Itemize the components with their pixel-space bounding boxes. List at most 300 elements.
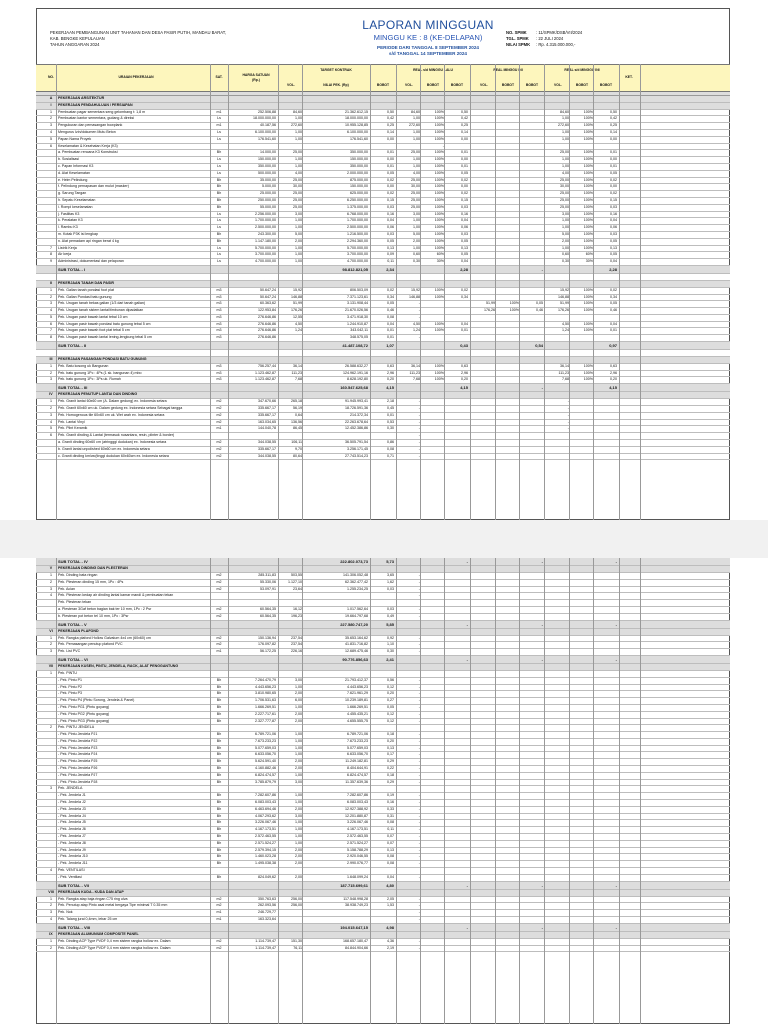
cell-rv: 25,00 — [411, 191, 420, 196]
cell-sb: 0,20 — [610, 377, 617, 382]
cell-sv: 36,14 — [560, 363, 569, 368]
cell-bobot: 0,05 — [387, 301, 394, 306]
cell-desc: - Pek. Jendela J3 — [58, 806, 86, 811]
cell-nilai: 36.505.791,54 — [345, 440, 368, 445]
cell-bobot: 1,62 — [387, 579, 394, 584]
cell-sat: Bh — [216, 691, 222, 696]
cell-ss: 100% — [583, 231, 593, 236]
table-row — [36, 719, 730, 726]
cell-vol: 3,00 — [295, 813, 302, 818]
cell-vol: 1,00 — [295, 136, 302, 141]
table-body-2 — [36, 558, 730, 952]
cell-bobot: 0,04 — [387, 321, 394, 326]
cell-nilai: 124.962.191,16 — [343, 370, 368, 375]
spmk-row: NILAI SPMK : Rp. 4.315.000.000,- — [506, 42, 576, 47]
cell-bobot: 0,49 — [387, 613, 394, 618]
table-row — [36, 130, 730, 137]
cell-bobot: 0,01 — [387, 150, 394, 155]
cell-sb: 0,02 — [610, 177, 617, 182]
cell-desc: - Pek. Pintu P3 — [58, 691, 82, 696]
cell-bobot: 2,19 — [387, 945, 394, 950]
cell-harga: 1.495.038,38 — [255, 861, 276, 866]
cell-bobot: 0,05 — [387, 170, 394, 175]
project-line: KAB. BENGKE KEPULAUAN — [50, 36, 105, 41]
cell-desc: Pembuatan pagar sementara seng gelombang t: 1,8 m — [58, 109, 146, 114]
cell-vol: 3,00 — [295, 677, 302, 682]
cell-vol: 1,00 — [295, 820, 302, 825]
cell-vol: 1,00 — [295, 738, 302, 743]
cell-desc: SUB TOTAL - VIII — [58, 924, 91, 930]
cell-sb: 4,15 — [609, 385, 617, 391]
cell-vol: 2,00 — [295, 861, 302, 866]
cell-sat: Bh — [216, 847, 222, 852]
cell-sat: m2 — [216, 399, 222, 404]
cell-harga: 4.700.000,00 — [255, 259, 276, 264]
cell-ss: 100% — [583, 204, 593, 209]
cell-nilai: 10.239.189,81 — [345, 698, 368, 703]
table-row — [36, 123, 730, 130]
cell-desc: Pek. Dinding ACP Type PVDF 0,4 mm sistem rangka hollow ex. Dalam — [58, 938, 171, 943]
cell-sb: 0,02 — [610, 287, 617, 292]
cell-desc: PEKERJAAN KUSEN, PINTU, JENDELA, RACK, ALAT PENGGANTUNG — [58, 664, 179, 669]
cell-desc: SUB TOTAL - II — [58, 343, 87, 349]
cell-no: 4 — [50, 593, 52, 598]
cell-ss: 100% — [583, 170, 593, 175]
cell-harga: 55.330,06 — [260, 579, 276, 584]
cell-desc: Pek. Urugan tanah sistem lantai/timbunan dipadatkan — [58, 308, 144, 313]
cell-rb: 0,43 — [460, 343, 468, 349]
report-page-1 — [36, 8, 730, 520]
cell-rs: 100% — [434, 177, 444, 182]
cell-mb: - — [541, 882, 543, 888]
cell-bobot: 0,25 — [387, 123, 394, 128]
cell-desc: SUB TOTAL - VI — [58, 656, 88, 662]
cell-rv: - — [418, 938, 420, 943]
cell-rv: - — [418, 854, 420, 859]
cell-harga: 6.083.003,43 — [255, 800, 276, 805]
cell-bobot: 0,07 — [387, 834, 394, 839]
cell-sat: Bh — [216, 204, 222, 209]
cell-sb: 0,50 — [610, 109, 617, 114]
cell-desc: SUB TOTAL - V — [58, 621, 87, 627]
cell-vol: 84,60 — [293, 109, 302, 114]
cell-vol: 2,00 — [295, 847, 302, 852]
cell-vol: 272,60 — [291, 123, 302, 128]
table-row — [36, 580, 730, 587]
cell-sat: Bh — [216, 197, 222, 202]
cell-vol: 1,00 — [295, 225, 302, 230]
project-line: TAHUN ANGGARAN 2024 — [50, 42, 100, 47]
cell-rv: 4,50 — [413, 321, 420, 326]
cell-sv: 51,99 — [560, 301, 569, 306]
cell-desc: l. Rambu K3 — [58, 225, 78, 230]
cell-nilai: 4.443.656,23 — [347, 684, 368, 689]
cell-nilai: 5.158.788,29 — [347, 847, 368, 852]
cell-sat: m1 — [216, 917, 222, 921]
table-row — [36, 705, 730, 712]
table-row — [36, 671, 730, 678]
cell-sat: m2 — [216, 635, 222, 640]
cell-mb: - — [541, 621, 543, 627]
cell-vol: 5,00 — [295, 231, 302, 236]
cell-bobot: 0,12 — [387, 718, 394, 723]
cell-sv: - — [567, 419, 569, 424]
cell-bobot: 0,01 — [387, 328, 394, 333]
table-row — [36, 295, 730, 302]
cell-sb: 0,97 — [609, 343, 617, 349]
table-row — [36, 191, 730, 198]
spmk-row: TGL. SPMK : 22 JULI 2024 — [506, 36, 564, 41]
cell-vol: 2,00 — [295, 238, 302, 243]
cell-nilai: 6.083.003,43 — [347, 800, 368, 805]
cell-rv: - — [418, 698, 420, 703]
cell-vol: 7,68 — [295, 377, 302, 382]
cell-harga: 2.327.777,87 — [255, 718, 276, 723]
cell-harga: 335.667,17 — [258, 412, 276, 417]
table-row — [36, 225, 730, 232]
cell-desc: Pek. Dinding ACP Type PVDF 0,4 mm sistem rangka hollow ex. Dalam — [58, 945, 171, 950]
cell-mb: - — [541, 385, 543, 391]
cell-nilai: 150.000,00 — [350, 184, 368, 189]
cell-sat: Bh — [216, 732, 222, 737]
table-row — [36, 780, 730, 787]
cell-sat: m1 — [216, 649, 222, 654]
cell-no: 1 — [50, 670, 52, 675]
cell-rv: - — [418, 572, 420, 577]
cell-rv: - — [418, 903, 420, 908]
cell-rb: 0,20 — [461, 377, 468, 382]
cell-bobot: 0,08 — [387, 446, 394, 451]
cell-sat: m2 — [216, 412, 222, 417]
cell-rv: 1,00 — [413, 245, 420, 250]
cell-bobot: 0,05 — [387, 238, 394, 243]
cell-desc: - Pek. Pintu P2 — [58, 684, 82, 689]
table-row — [36, 377, 730, 384]
table-row — [36, 322, 730, 329]
cell-harga: 6.633.056,70 — [255, 752, 276, 757]
cell-ss: 100% — [583, 363, 593, 368]
cell-desc: d. Alat Keselamatan — [58, 170, 90, 175]
cell-rs: 100% — [434, 377, 444, 382]
table-row — [36, 171, 730, 178]
cell-harga: 144.040,78 — [258, 426, 276, 431]
cell-sat: Bh — [216, 820, 222, 825]
cell-desc: Pek. Urugan pasir bawah lantai lening-lengkung tebal 5 cm — [58, 335, 152, 340]
cell-bobot: 0,20 — [387, 377, 394, 382]
cell-sv: 111,23 — [558, 370, 569, 375]
cell-nilai: 1.700.000,00 — [347, 218, 368, 223]
cell-rb: - — [466, 924, 468, 930]
table-row — [36, 636, 730, 643]
cell-harga: 176.541,60 — [258, 136, 276, 141]
cell-rs: 100% — [434, 109, 444, 114]
cell-vol: 1,00 — [295, 684, 302, 689]
cell-nilai: 6.633.056,70 — [347, 752, 368, 757]
cell-desc: Pek. PINTU — [58, 670, 77, 675]
cell-sat: Ls — [217, 170, 221, 175]
cell-desc: Pek. Galian Pondasi batu gunung — [58, 294, 112, 299]
cell-vol: 111,23 — [291, 370, 302, 375]
cell-bobot: 0,30 — [387, 426, 394, 431]
cell-sb: 0,04 — [610, 321, 617, 326]
cell-no: 3 — [50, 412, 52, 417]
cell-harga: 163.034,65 — [258, 419, 276, 424]
cell-desc: Pek. Plesteran dinding 15 mm, 1Pc : 4Ps — [58, 579, 124, 584]
cell-rv: - — [418, 635, 420, 640]
cell-rv: 25,00 — [411, 177, 420, 182]
cell-bobot: 0,08 — [387, 314, 394, 319]
report-header — [36, 8, 730, 65]
cell-sv: 1,00 — [562, 136, 569, 141]
cell-desc: Pek. JENDELA — [58, 786, 83, 791]
cell-sb: 0,14 — [610, 129, 617, 134]
cell-rv: - — [418, 738, 420, 743]
col-no: NO. — [47, 75, 55, 79]
table-row — [36, 773, 730, 780]
cell-sv: 1,24 — [562, 328, 569, 333]
cell-sb: - — [615, 656, 617, 662]
cell-sv: 25,00 — [560, 197, 569, 202]
cell-sb: - — [615, 924, 617, 930]
cell-no: V — [49, 566, 53, 571]
cell-harga: 2.579.394,15 — [255, 847, 276, 852]
table-row — [36, 178, 730, 185]
cell-bobot: 0,03 — [387, 606, 394, 611]
cell-rv: 25,00 — [411, 150, 420, 155]
cell-sat: Bh — [216, 861, 222, 866]
cell-sat: m2 — [216, 446, 222, 451]
cell-desc: Pek. Granit lantai 60x60 cm (A. Dalam gedung) ex. Indonesia setara — [58, 399, 167, 404]
cell-desc: Pek. batu gunung 1Pc : 3Ps uk. Rumah — [58, 377, 121, 382]
page-gap — [0, 520, 768, 558]
cell-nilai: 38.938.749,23 — [345, 903, 368, 908]
cell-vol: 36,14 — [293, 363, 302, 368]
cell-rs: 100% — [434, 197, 444, 202]
cell-vol: 265,18 — [291, 399, 302, 404]
cell-harga: 4.160.882,46 — [255, 766, 276, 771]
cell-desc: Pek. Batu kosong uk Bangunan — [58, 363, 109, 368]
cell-harga: 150.136,94 — [258, 635, 276, 640]
cell-sb: 0,01 — [610, 163, 617, 168]
cell-rv: - — [418, 691, 420, 696]
cell-vol: 1,00 — [295, 840, 302, 845]
cell-bobot: 0,01 — [387, 163, 394, 168]
cell-rv: - — [418, 813, 420, 818]
cell-sv: 1,00 — [562, 157, 569, 162]
cell-desc: SUB TOTAL - VII — [58, 882, 89, 888]
cell-vol: 1,00 — [295, 116, 302, 121]
cell-bobot: 0,03 — [387, 231, 394, 236]
cell-desc: Air kerja — [58, 252, 72, 257]
table-row — [36, 399, 730, 406]
cell-nilai: 141.306.052,48 — [343, 572, 368, 577]
cell-bobot: 0,12 — [387, 711, 394, 716]
cell-harga: 53.097,91 — [260, 586, 276, 591]
cell-rs: 100% — [434, 191, 444, 196]
cell-desc: PEKERJAAN PLAFOND — [58, 628, 99, 633]
cell-rb: 0,02 — [461, 191, 468, 196]
cell-rs: 100% — [434, 225, 444, 230]
cell-desc: - Pek. Pintu Jendela PJ3 — [58, 745, 98, 750]
cell-vol: 4,00 — [295, 170, 302, 175]
cell-rb: 0,13 — [461, 245, 468, 250]
cell-rs: 100% — [434, 211, 444, 216]
cell-rb: 0,05 — [461, 238, 468, 243]
cell-vol: 51,99 — [293, 301, 302, 306]
cell-nilai: 343.042,11 — [350, 328, 368, 333]
cell-sv: - — [567, 426, 569, 431]
cell-desc: b. Granit lantai unpolished 60x60 cm ex. Indonesia setara — [58, 446, 150, 451]
table-row — [36, 746, 730, 753]
cell-nilai: 2.571.524,27 — [347, 840, 368, 845]
table-row — [36, 205, 730, 212]
cell-desc: Keselamatan & Kesehatan Kerja (K3) — [58, 143, 118, 148]
section-row — [36, 281, 730, 288]
col-uraian: URAIAN PEKERJAAN — [118, 75, 154, 79]
table-row — [36, 454, 730, 461]
cell-desc: a. Pembuatan rencana K3 Konstruksi — [58, 150, 118, 155]
cell-no: 2 — [50, 945, 52, 950]
cell-sat: m3 — [216, 287, 222, 292]
cell-nilai: 7.673.233,23 — [347, 738, 368, 743]
cell-mb: - — [541, 559, 543, 564]
cell-desc: - Pek. Jendela J8 — [58, 840, 86, 845]
cell-harga: 60.363,62 — [260, 301, 276, 306]
cell-harga: 2.256.000,00 — [255, 211, 276, 216]
cell-vol: 30,00 — [293, 184, 302, 189]
cell-no: 2 — [50, 579, 52, 584]
cell-bobot: 0,20 — [387, 691, 394, 696]
cell-bobot: 0,46 — [387, 308, 394, 313]
cell-no: 1 — [50, 287, 52, 292]
cell-vol: 56,19 — [293, 406, 302, 411]
cell-desc: - Pek. Jendela J9 — [58, 847, 86, 852]
cell-rb: 0,01 — [461, 163, 468, 168]
section-row — [36, 890, 730, 897]
cell-harga: 1.706.531,63 — [255, 698, 276, 703]
cell-sat: Bh — [216, 684, 222, 689]
cell-desc: - Pek. Pintu PG2 (Pintu goyang) — [58, 711, 110, 716]
cell-nilai: 7.371.123,61 — [347, 294, 368, 299]
cell-desc: - Pek. Jendela J11 — [58, 861, 88, 866]
cell-sat: Bh — [216, 677, 222, 682]
cell-vol: 1,00 — [295, 245, 302, 250]
cell-bobot: 5,73 — [386, 559, 394, 564]
cell-nilai: 5.700.000,00 — [347, 245, 368, 250]
cell-rs: 100% — [434, 163, 444, 168]
cell-harga: 7.264.470,79 — [255, 677, 276, 682]
cell-sat: Ls — [217, 259, 221, 264]
cell-sat: Ls — [217, 252, 221, 257]
cell-harga: 122.953,84 — [258, 308, 276, 313]
project-info — [50, 30, 250, 48]
cell-desc: g. Sarung Tangan — [58, 191, 87, 196]
cell-desc: c. Granit dinding km/wc(tinggi dudukan 60x60cm ex. Indonesia setara — [58, 453, 169, 458]
cell-desc: Pek. Nok — [58, 910, 73, 915]
cell-nilai: 160.547.625,68 — [340, 385, 368, 391]
cell-no: 9 — [50, 259, 52, 264]
cell-sb: 0,05 — [610, 252, 617, 257]
table-row — [36, 350, 730, 357]
cell-sat: m1 — [216, 910, 222, 915]
cell-desc: - Pek. Pintu PG3 (Pintu goyang) — [58, 718, 110, 723]
cell-vol: 1,24 — [295, 328, 302, 333]
cell-harga: 6.100.000,00 — [255, 129, 276, 134]
cell-mb: 0,46 — [536, 308, 543, 313]
cell-ss: 100% — [583, 308, 593, 313]
cell-desc: Pengukuran dan pemasangan bowplank — [58, 123, 123, 128]
cell-desc: k. Peralatan K3 — [58, 218, 83, 223]
cell-bobot: 0,00 — [387, 157, 394, 162]
cell-rv: - — [418, 314, 420, 319]
cell-desc: a. Plesteran 3Gaf beton bagian bak ter 10 mm, 1Pc : 2 Psr — [58, 606, 152, 611]
table-row — [36, 440, 730, 447]
cell-nilai: 176.541,60 — [350, 136, 368, 141]
cell-rb: 0,42 — [461, 116, 468, 121]
cell-ss: 100% — [583, 321, 593, 326]
cell-vol: 76,11 — [293, 945, 302, 950]
cell-harga: 344.038,55 — [258, 440, 276, 445]
cell-sat: m2 — [216, 579, 222, 584]
cell-desc: Pek. Plesteran tekan — [58, 600, 92, 605]
cell-nilai: 84.844.904,66 — [345, 945, 368, 950]
cell-desc: Pek. Galian tanah pondasi foot plat — [58, 287, 114, 292]
cell-desc: Pek. Rangka atap baja ringan C75 ring ulva — [58, 896, 128, 901]
cell-sat: m2 — [216, 896, 222, 901]
table-row — [36, 447, 730, 454]
cell-rb: - — [466, 882, 468, 888]
cell-bobot: 0,22 — [387, 766, 394, 771]
cell-ss: 100% — [583, 184, 593, 189]
cell-mv: 176,26 — [484, 308, 495, 313]
cell-desc: Pek. Urugan pasir bawah pondasi batu gunung tebal 5 cm — [58, 321, 151, 326]
table-row — [36, 364, 730, 371]
table-row — [36, 116, 730, 123]
cell-harga: 243.300,00 — [258, 231, 276, 236]
cell-sb: 0,05 — [610, 301, 617, 306]
cell-sat: Bh — [216, 191, 222, 196]
cell-vol: 80,64 — [293, 453, 302, 458]
cell-harga: 14.000,00 — [260, 150, 276, 155]
period-label: PERIODE DARI TANGGAL 8 SEPTEMBER 2024 s/d TANGGAL 14 SEPTEMBER 2024 — [377, 45, 479, 56]
cell-bobot: 0,01 — [387, 335, 394, 340]
cell-nilai: 6.789.721,06 — [347, 732, 368, 737]
table-row — [36, 144, 730, 151]
table-row — [36, 691, 730, 698]
cell-rv: - — [418, 732, 420, 737]
cell-no: 3 — [50, 649, 52, 654]
cell-rs: 100% — [434, 294, 444, 299]
table-row — [36, 593, 730, 600]
cell-sv: - — [567, 412, 569, 417]
table-row — [36, 274, 730, 281]
cell-rv: 15,92 — [411, 287, 420, 292]
table-row — [36, 848, 730, 855]
cell-harga: 500.000,00 — [258, 170, 276, 175]
table-row — [36, 917, 730, 924]
cell-sv: 146,88 — [558, 294, 569, 299]
cell-vol: 226,16 — [291, 649, 302, 654]
cell-desc: Pek. Homogenous tile 60x60 cm uk. Wet arah ex. Indonesia setara — [58, 412, 165, 417]
cell-desc: SUB TOTAL - III — [58, 385, 88, 391]
cell-sv: 5,00 — [562, 231, 569, 236]
cell-desc: Pek. Plint Keramik — [58, 426, 88, 431]
cell-rv: 36,14 — [411, 363, 420, 368]
table-row — [36, 212, 730, 219]
cell-nilai: 187.715.699,61 — [340, 882, 368, 888]
cell-desc: - Pek. Jendela J4 — [58, 813, 86, 818]
table-row — [36, 288, 730, 295]
